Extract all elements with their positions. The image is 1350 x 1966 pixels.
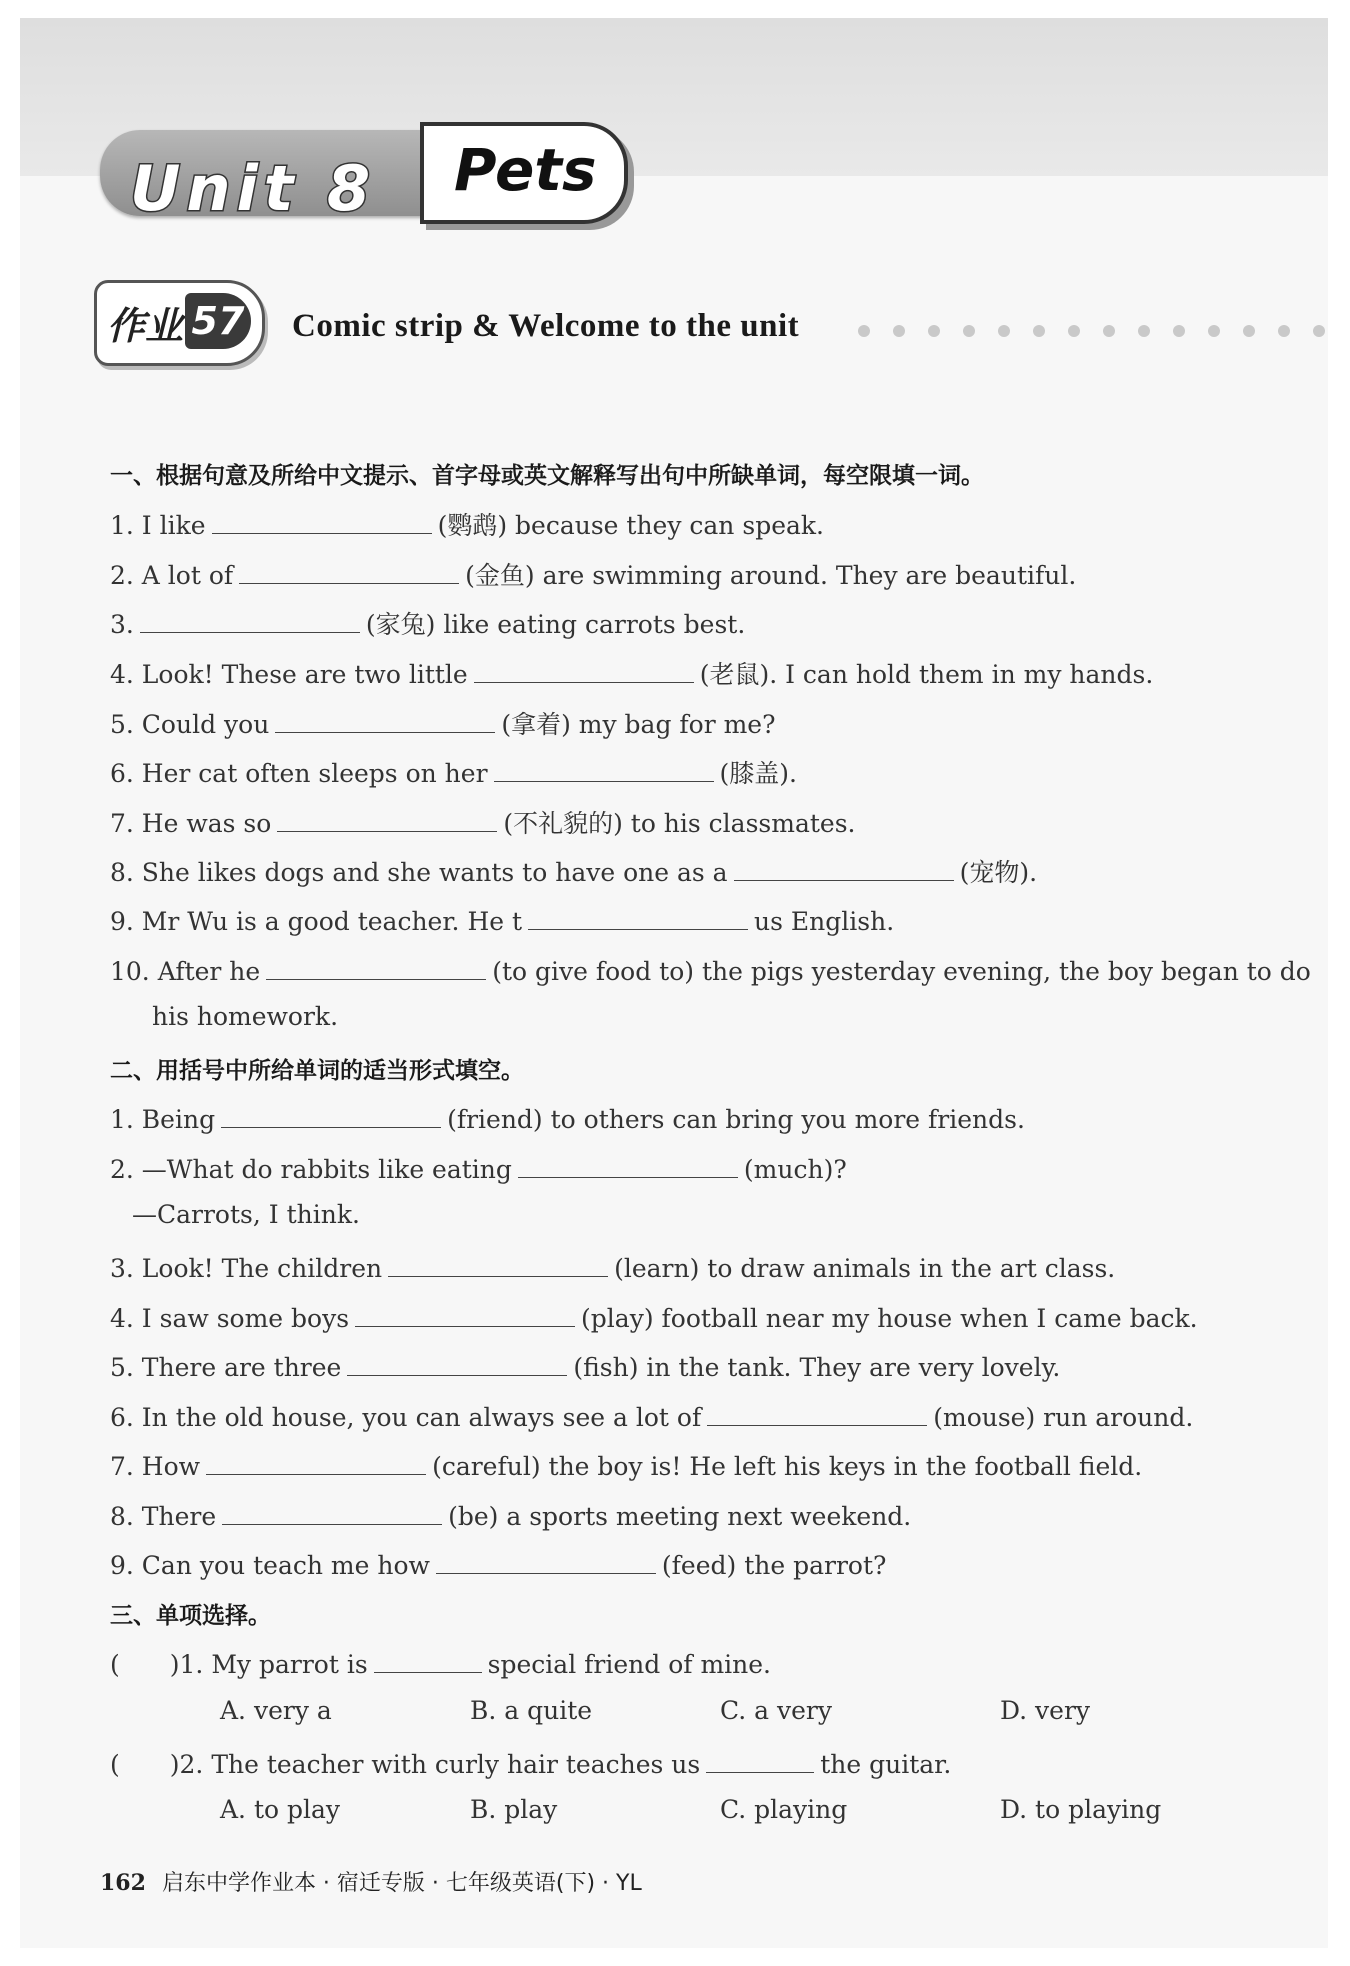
answer-blank[interactable]	[222, 1498, 442, 1525]
dot-divider	[858, 325, 1325, 337]
section-1-heading: 一、根据句意及所给中文提示、首字母或英文解释写出句中所缺单词，每空限填一词。	[110, 463, 984, 489]
unit-title: Pets	[454, 136, 597, 204]
s2-question-2-reply: —Carrots, I think.	[132, 1200, 360, 1229]
unit-pill	[100, 130, 430, 225]
mc1-option-c[interactable]: C. a very	[720, 1696, 832, 1725]
answer-blank[interactable]	[436, 1547, 656, 1574]
answer-blank[interactable]	[221, 1101, 441, 1128]
answer-blank[interactable]	[140, 606, 360, 633]
homework-label: 作业	[107, 304, 184, 348]
answer-blank[interactable]	[474, 656, 694, 683]
answer-blank[interactable]	[374, 1646, 482, 1673]
s2-question-3: 3. Look! The children (learn) to draw animals in the art class.	[110, 1250, 1115, 1283]
s1-question-10: 10. After he (to give food to) the pigs yesterday evening, the boy began to do	[110, 953, 1311, 986]
unit-number: 8	[326, 152, 377, 225]
unit-banner	[100, 116, 630, 228]
homework-title: Comic strip & Welcome to the unit	[292, 308, 800, 344]
answer-blank[interactable]	[206, 1448, 426, 1475]
homework-number: 57	[185, 293, 251, 349]
s1-question-4: 4. Look! These are two little (老鼠). I can hold them in my hands.	[110, 655, 1153, 691]
answer-paren[interactable]: (	[110, 1750, 120, 1779]
s1-question-3: 3. (家兔) like eating carrots best.	[110, 605, 745, 641]
page-footer	[100, 1866, 642, 1897]
answer-paren[interactable]: (	[110, 1650, 120, 1679]
s2-question-9: 9. Can you teach me how (feed) the parrot?	[110, 1547, 886, 1580]
s2-question-4: 4. I saw some boys (play) football near my house when I came back.	[110, 1300, 1198, 1333]
s2-question-7: 7. How (careful) the boy is! He left his keys in the football field.	[110, 1448, 1142, 1481]
mc1-option-a[interactable]: A. very a	[220, 1696, 332, 1725]
page-number: 162	[100, 1870, 146, 1896]
footer-text: 启东中学作业本 · 宿迁专版 · 七年级英语(下) · YL	[161, 1871, 642, 1896]
answer-blank[interactable]	[707, 1399, 927, 1426]
s2-question-6: 6. In the old house, you can always see a lot of (mouse) run around.	[110, 1399, 1193, 1432]
s2-question-2: 2. —What do rabbits like eating (much)?	[110, 1151, 847, 1184]
mc1-option-d[interactable]: D. very	[1000, 1696, 1091, 1725]
answer-blank[interactable]	[347, 1349, 567, 1376]
answer-blank[interactable]	[494, 755, 714, 782]
answer-blank[interactable]	[239, 557, 459, 584]
mc2-option-d[interactable]: D. to playing	[1000, 1795, 1162, 1824]
answer-blank[interactable]	[275, 706, 495, 733]
answer-blank[interactable]	[212, 507, 432, 534]
answer-blank[interactable]	[734, 854, 954, 881]
s1-question-2: 2. A lot of (金鱼) are swimming around. They are beautiful.	[110, 556, 1076, 592]
s1-question-10-cont: his homework.	[152, 1002, 339, 1031]
mc2-option-c[interactable]: C. playing	[720, 1795, 848, 1824]
unit-word: Unit 8	[130, 152, 377, 225]
s1-question-9: 9. Mr Wu is a good teacher. He t us English.	[110, 903, 894, 936]
mc2-option-a[interactable]: A. to play	[220, 1795, 341, 1824]
s1-question-6: 6. Her cat often sleeps on her (膝盖).	[110, 754, 797, 790]
s2-question-5: 5. There are three (fish) in the tank. They are very lovely.	[110, 1349, 1060, 1382]
homework-badge	[94, 280, 265, 366]
answer-blank[interactable]	[266, 953, 486, 980]
section-2-heading: 二、用括号中所给单词的适当形式填空。	[110, 1058, 524, 1084]
answer-blank[interactable]	[355, 1300, 575, 1327]
s1-question-1: 1. I like (鹦鹉) because they can speak.	[110, 506, 824, 542]
mc1-option-b[interactable]: B. a quite	[470, 1696, 593, 1725]
answer-blank[interactable]	[528, 903, 748, 930]
answer-blank[interactable]	[388, 1250, 608, 1277]
s2-question-8: 8. There (be) a sports meeting next weekend.	[110, 1498, 911, 1531]
mc-question-1: ( )1. My parrot is special friend of mine.	[110, 1646, 771, 1679]
s1-question-8: 8. She likes dogs and she wants to have one as a (宠物).	[110, 853, 1037, 889]
answer-blank[interactable]	[277, 805, 497, 832]
mc2-option-b[interactable]: B. play	[470, 1795, 558, 1824]
mc-question-2: ( )2. The teacher with curly hair teaches us the guitar.	[110, 1746, 951, 1779]
s2-question-1: 1. Being (friend) to others can bring you more friends.	[110, 1101, 1025, 1134]
answer-blank[interactable]	[518, 1151, 738, 1178]
s1-question-5: 5. Could you (拿着) my bag for me?	[110, 705, 776, 741]
s1-question-7: 7. He was so (不礼貌的) to his classmates.	[110, 804, 855, 840]
unit-title-box	[420, 122, 628, 224]
section-3-heading: 三、单项选择。	[110, 1603, 271, 1629]
answer-blank[interactable]	[706, 1746, 814, 1773]
